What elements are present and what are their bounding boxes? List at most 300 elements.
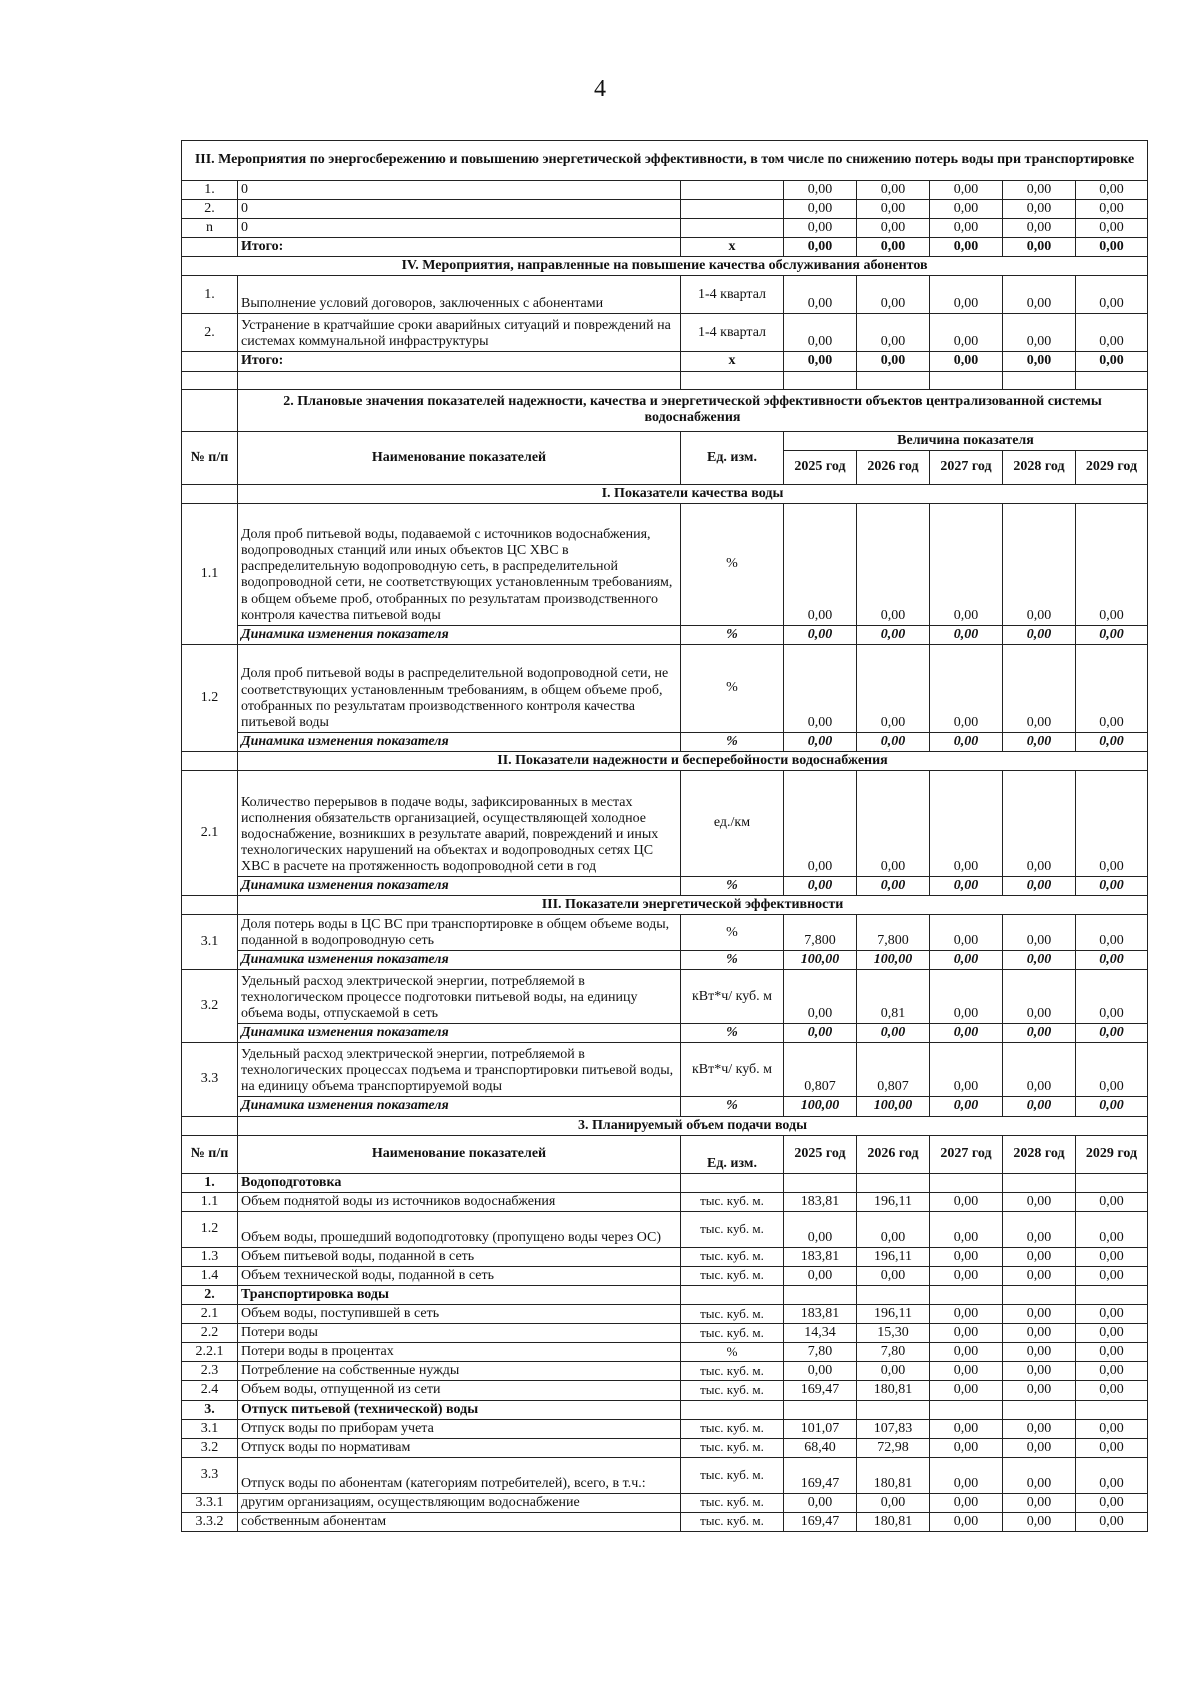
- dynamics-value-3: 0,00: [930, 1024, 1003, 1043]
- measure-row: [182, 200, 1148, 219]
- dynamics-value-3: 0,00: [930, 1097, 1003, 1116]
- value-cell-3: 0,00: [930, 1211, 1003, 1247]
- dynamics-value-1: 0,00: [784, 732, 857, 751]
- value-cell-4: 0,00: [1003, 1362, 1076, 1381]
- value-cell-5: 0,00: [1076, 1211, 1148, 1247]
- value-cell-5: 0,00: [1076, 1512, 1148, 1531]
- value-cell-2: 0,807: [857, 1043, 930, 1097]
- dynamics-value-5: 0,00: [1076, 732, 1148, 751]
- value-cell-4: 0,00: [1003, 1324, 1076, 1343]
- indicator-unit: тыс. куб. м.: [681, 1305, 784, 1324]
- category-name: Отпуск питьевой (технической) воды: [238, 1400, 681, 1419]
- dynamics-value-3: 0,00: [930, 732, 1003, 751]
- value-cell-1: 0,00: [784, 314, 857, 352]
- value-cell-2: 0,00: [857, 314, 930, 352]
- indicator-unit: тыс. куб. м.: [681, 1211, 784, 1247]
- value-cell-5: 0,00: [1076, 1362, 1148, 1381]
- dynamics-label: Динамика изменения показателя: [238, 732, 681, 751]
- table-row: [182, 1438, 1148, 1457]
- value-cell-1: 169,47: [784, 1512, 857, 1531]
- header-year-5: 2029 год: [1076, 1135, 1148, 1173]
- empty-cell: [238, 371, 681, 389]
- dynamics-value-1: 0,00: [784, 1024, 857, 1043]
- row-name: 0: [238, 200, 681, 219]
- document-table-frame: [181, 140, 1147, 1532]
- table-row: [182, 1419, 1148, 1438]
- value-cell-1: 14,34: [784, 1324, 857, 1343]
- dynamics-value-4: 0,00: [1003, 951, 1076, 970]
- value-cell-3: [930, 1285, 1003, 1304]
- table-row: [182, 1305, 1148, 1324]
- indicator-unit: тыс. куб. м.: [681, 1457, 784, 1493]
- value-cell-4: 0,00: [1003, 181, 1076, 200]
- table-row: [182, 1266, 1148, 1285]
- value-cell-3: 0,00: [930, 314, 1003, 352]
- header-year-4: 2028 год: [1003, 450, 1076, 484]
- empty-cell: [681, 371, 784, 389]
- dynamics-row: [182, 625, 1148, 644]
- part2-title-row: [182, 389, 1148, 431]
- indicator-unit: %: [681, 915, 784, 951]
- total-row: [182, 238, 1148, 257]
- indicator-name: собственным абонентам: [238, 1512, 681, 1531]
- row-number: 3.3.2: [182, 1512, 238, 1531]
- value-cell-4: [1003, 1285, 1076, 1304]
- row-number: [182, 238, 238, 257]
- row-name: 0: [238, 181, 681, 200]
- row-number: 3.2: [182, 1438, 238, 1457]
- value-cell-4: 0,00: [1003, 970, 1076, 1024]
- table-row: [182, 1211, 1148, 1247]
- dynamics-value-5: 0,00: [1076, 625, 1148, 644]
- value-cell-4: 0,00: [1003, 1419, 1076, 1438]
- indicator-name: Количество перерывов в подаче воды, зафиксированных в местах исполнения обязательств организацией, осуществляющей холодное водоснабжение, возникших в результате аварий, повреждений и иных технологических нарушений на объектах и водопроводных сетях ЦС ХВС в расчете на протяженность водопроводной сети в год: [238, 771, 681, 877]
- empty-cell: [857, 371, 930, 389]
- measure-row: [182, 314, 1148, 352]
- header-unit: Ед. изм.: [681, 431, 784, 484]
- dynamics-row: [182, 732, 1148, 751]
- value-cell-1: 0,00: [784, 352, 857, 371]
- empty-cell: [1003, 371, 1076, 389]
- value-cell-3: 0,00: [930, 1493, 1003, 1512]
- value-cell-4: 0,00: [1003, 1043, 1076, 1097]
- value-cell-2: 0,00: [857, 276, 930, 314]
- indicator-name: Потери воды: [238, 1324, 681, 1343]
- dynamics-value-5: 0,00: [1076, 877, 1148, 896]
- value-cell-3: 0,00: [930, 1324, 1003, 1343]
- empty-cell: [182, 371, 238, 389]
- category-row: [182, 1285, 1148, 1304]
- indicator-unit: кВт*ч/ куб. м: [681, 1043, 784, 1097]
- dynamics-value-4: 0,00: [1003, 877, 1076, 896]
- value-cell-2: 0,00: [857, 771, 930, 877]
- row-period: x: [681, 352, 784, 371]
- header-year-2: 2026 год: [857, 1135, 930, 1173]
- value-cell-4: 0,00: [1003, 1381, 1076, 1400]
- dynamics-unit: %: [681, 1024, 784, 1043]
- dynamics-unit: %: [681, 625, 784, 644]
- value-cell-5: 0,00: [1076, 1438, 1148, 1457]
- row-number: 2.: [182, 200, 238, 219]
- value-cell-5: 0,00: [1076, 1381, 1148, 1400]
- dynamics-label: Динамика изменения показателя: [238, 1097, 681, 1116]
- value-cell-4: 0,00: [1003, 1266, 1076, 1285]
- indicator-unit: тыс. куб. м.: [681, 1512, 784, 1531]
- row-number: 2.: [182, 1285, 238, 1304]
- indicator-name: Объем питьевой воды, поданной в сеть: [238, 1247, 681, 1266]
- value-cell-5: 0,00: [1076, 238, 1148, 257]
- value-cell-1: 0,00: [784, 276, 857, 314]
- dynamics-value-5: 0,00: [1076, 1024, 1148, 1043]
- empty-cell: [182, 751, 238, 770]
- header-name: Наименование показателей: [238, 431, 681, 484]
- value-cell-1: 0,00: [784, 181, 857, 200]
- water-volume-section-title: 3. Планируемый объем подачи воды: [238, 1116, 1148, 1135]
- dynamics-unit: %: [681, 951, 784, 970]
- value-cell-1: 0,00: [784, 644, 857, 732]
- empty-row: [182, 371, 1148, 389]
- dynamics-value-4: 0,00: [1003, 1024, 1076, 1043]
- empty-cell: [182, 389, 238, 431]
- value-cell-5: 0,00: [1076, 1324, 1148, 1343]
- empty-cell: [182, 896, 238, 915]
- row-number: 3.: [182, 1400, 238, 1419]
- value-cell-4: [1003, 1173, 1076, 1192]
- value-cell-3: 0,00: [930, 1192, 1003, 1211]
- dynamics-value-2: 0,00: [857, 732, 930, 751]
- value-cell-3: 0,00: [930, 1381, 1003, 1400]
- indicator-unit: [681, 1400, 784, 1419]
- indicator-unit: %: [681, 1343, 784, 1362]
- value-cell-4: 0,00: [1003, 219, 1076, 238]
- dynamics-value-2: 0,00: [857, 877, 930, 896]
- indicator-unit: тыс. куб. м.: [681, 1493, 784, 1512]
- dynamics-label: Динамика изменения показателя: [238, 877, 681, 896]
- row-number: 2.2.1: [182, 1343, 238, 1362]
- value-cell-4: 0,00: [1003, 1247, 1076, 1266]
- dynamics-row: [182, 1097, 1148, 1116]
- table-row: [182, 1381, 1148, 1400]
- value-cell-3: 0,00: [930, 1512, 1003, 1531]
- value-cell-1: 0,807: [784, 1043, 857, 1097]
- dynamics-row: [182, 877, 1148, 896]
- empty-cell: [182, 1116, 238, 1135]
- value-cell-3: 0,00: [930, 219, 1003, 238]
- header-name: Наименование показателей: [238, 1135, 681, 1173]
- dynamics-unit: %: [681, 732, 784, 751]
- dynamics-unit: %: [681, 877, 784, 896]
- value-cell-1: 0,00: [784, 1493, 857, 1512]
- table-row: [182, 1324, 1148, 1343]
- header-year-3: 2027 год: [930, 450, 1003, 484]
- table-row: [182, 1192, 1148, 1211]
- value-cell-3: 0,00: [930, 1362, 1003, 1381]
- table-row: [182, 1512, 1148, 1531]
- value-cell-1: 0,00: [784, 219, 857, 238]
- row-number: 2.2: [182, 1324, 238, 1343]
- header-year-2: 2026 год: [857, 450, 930, 484]
- indicator-unit: тыс. куб. м.: [681, 1266, 784, 1285]
- value-cell-5: 0,00: [1076, 1192, 1148, 1211]
- row-number: 2.4: [182, 1381, 238, 1400]
- row-number: 3.3: [182, 1043, 238, 1116]
- value-cell-5: 0,00: [1076, 1493, 1148, 1512]
- value-cell-5: 0,00: [1076, 1305, 1148, 1324]
- value-cell-5: 0,00: [1076, 1247, 1148, 1266]
- header-num: № п/п: [182, 431, 238, 484]
- value-cell-2: 15,30: [857, 1324, 930, 1343]
- value-cell-4: 0,00: [1003, 1343, 1076, 1362]
- empty-cell: [182, 484, 238, 503]
- table-row: [182, 1343, 1148, 1362]
- value-cell-4: 0,00: [1003, 503, 1076, 625]
- value-cell-3: 0,00: [930, 1266, 1003, 1285]
- water-volume-section: [182, 1116, 1148, 1135]
- value-cell-1: 183,81: [784, 1192, 857, 1211]
- empty-cell: [930, 371, 1003, 389]
- value-cell-5: 0,00: [1076, 352, 1148, 371]
- value-cell-1: 7,800: [784, 915, 857, 951]
- value-cell-3: 0,00: [930, 1457, 1003, 1493]
- value-cell-3: 0,00: [930, 276, 1003, 314]
- indicator-unit: тыс. куб. м.: [681, 1192, 784, 1211]
- indicator-row: [182, 970, 1148, 1024]
- row-number: 2.3: [182, 1362, 238, 1381]
- value-cell-5: 0,00: [1076, 1457, 1148, 1493]
- indicator-name: Отпуск воды по нормативам: [238, 1438, 681, 1457]
- empty-cell: [784, 371, 857, 389]
- value-cell-2: [857, 1285, 930, 1304]
- category-name: Транспортировка воды: [238, 1285, 681, 1304]
- value-cell-5: 0,00: [1076, 1266, 1148, 1285]
- value-cell-2: 196,11: [857, 1192, 930, 1211]
- value-cell-2: 180,81: [857, 1512, 930, 1531]
- value-cell-5: 0,00: [1076, 771, 1148, 877]
- value-cell-2: 7,80: [857, 1343, 930, 1362]
- row-name: Устранение в кратчайшие сроки аварийных ситуаций и повреждений на системах коммунальной инфраструктуры: [238, 314, 681, 352]
- value-cell-2: [857, 1400, 930, 1419]
- reliability-section-title: II. Показатели надежности и бесперебойности водоснабжения: [238, 751, 1148, 770]
- value-cell-5: 0,00: [1076, 314, 1148, 352]
- value-cell-5: [1076, 1285, 1148, 1304]
- value-cell-3: 0,00: [930, 238, 1003, 257]
- value-cell-4: 0,00: [1003, 238, 1076, 257]
- indicator-name: Удельный расход электрической энергии, потребляемой в технологических процессах подъема и транспортировки питьевой воды, на единицу объема транспортируемой воды: [238, 1043, 681, 1097]
- value-cell-5: 0,00: [1076, 503, 1148, 625]
- row-number: 1.2: [182, 1211, 238, 1247]
- row-number: 3.1: [182, 915, 238, 970]
- value-cell-5: 0,00: [1076, 181, 1148, 200]
- section-service-measures: [182, 257, 1148, 276]
- value-cell-4: 0,00: [1003, 915, 1076, 951]
- page-number: 4: [594, 76, 606, 102]
- total-label: Итого:: [238, 352, 681, 371]
- value-cell-2: 0,81: [857, 970, 930, 1024]
- dynamics-value-4: 0,00: [1003, 1097, 1076, 1116]
- value-cell-2: 180,81: [857, 1457, 930, 1493]
- value-cell-2: 0,00: [857, 219, 930, 238]
- value-cell-1: 0,00: [784, 503, 857, 625]
- dynamics-value-2: 0,00: [857, 625, 930, 644]
- dynamics-value-3: 0,00: [930, 951, 1003, 970]
- value-cell-5: 0,00: [1076, 276, 1148, 314]
- empty-cell: [1076, 371, 1148, 389]
- value-cell-1: 0,00: [784, 1211, 857, 1247]
- section-energy-measures: [182, 141, 1148, 181]
- dynamics-row: [182, 951, 1148, 970]
- value-cell-2: 0,00: [857, 238, 930, 257]
- value-cell-2: 0,00: [857, 1493, 930, 1512]
- measure-row: [182, 181, 1148, 200]
- header-group: Величина показателя: [784, 431, 1148, 450]
- value-cell-3: 0,00: [930, 181, 1003, 200]
- indicators-table: [181, 140, 1148, 1532]
- value-cell-3: 0,00: [930, 1419, 1003, 1438]
- section-service-measures-title: IV. Мероприятия, направленные на повышение качества обслуживания абонентов: [182, 257, 1148, 276]
- row-number: 3.3.1: [182, 1493, 238, 1512]
- row-number: [182, 352, 238, 371]
- indicator-unit: [681, 1173, 784, 1192]
- value-cell-4: [1003, 1400, 1076, 1419]
- dynamics-label: Динамика изменения показателя: [238, 951, 681, 970]
- row-number: 1.1: [182, 1192, 238, 1211]
- value-cell-3: [930, 1173, 1003, 1192]
- indicator-name: Доля проб питьевой воды, подаваемой с источников водоснабжения, водопроводных станций или иных объектов ЦС ХВС в распределительную водопроводную сеть, в распределительной водопроводной сети, не соответствующих установленным требованиям, в общем объеме проб, отобранных по результатам производственного контроля качества питьевой воды: [238, 503, 681, 625]
- measure-row: [182, 276, 1148, 314]
- value-cell-3: 0,00: [930, 644, 1003, 732]
- dynamics-value-4: 0,00: [1003, 625, 1076, 644]
- value-cell-4: 0,00: [1003, 1512, 1076, 1531]
- value-cell-3: 0,00: [930, 1343, 1003, 1362]
- value-cell-1: 0,00: [784, 1362, 857, 1381]
- value-cell-1: 7,80: [784, 1343, 857, 1362]
- value-cell-3: 0,00: [930, 1438, 1003, 1457]
- indicator-name: другим организациям, осуществляющим водоснабжение: [238, 1493, 681, 1512]
- value-cell-2: 196,11: [857, 1305, 930, 1324]
- indicator-row: [182, 771, 1148, 877]
- dynamics-value-2: 100,00: [857, 951, 930, 970]
- category-name: Водоподготовка: [238, 1173, 681, 1192]
- value-cell-4: 0,00: [1003, 644, 1076, 732]
- value-cell-1: [784, 1285, 857, 1304]
- value-cell-2: 0,00: [857, 644, 930, 732]
- indicator-unit: ед./км: [681, 771, 784, 877]
- indicator-row: [182, 915, 1148, 951]
- value-cell-3: 0,00: [930, 970, 1003, 1024]
- row-number: 1.3: [182, 1247, 238, 1266]
- row-period: x: [681, 238, 784, 257]
- category-row: [182, 1400, 1148, 1419]
- row-period: 1-4 квартал: [681, 314, 784, 352]
- value-cell-3: [930, 1400, 1003, 1419]
- indicator-name: Удельный расход электрической энергии, потребляемой в технологическом процессе подготовки питьевой воды, на единицу объема воды, отпускаемой в сеть: [238, 970, 681, 1024]
- reliability-section: [182, 751, 1148, 770]
- value-cell-1: 183,81: [784, 1247, 857, 1266]
- quality-section: [182, 484, 1148, 503]
- value-cell-4: 0,00: [1003, 314, 1076, 352]
- row-number: 3.2: [182, 970, 238, 1043]
- value-cell-2: 72,98: [857, 1438, 930, 1457]
- row-number: 1.4: [182, 1266, 238, 1285]
- row-name: Выполнение условий договоров, заключенных с абонентами: [238, 276, 681, 314]
- indicator-name: Объем воды, отпущенной из сети: [238, 1381, 681, 1400]
- row-period: [681, 200, 784, 219]
- dynamics-value-3: 0,00: [930, 625, 1003, 644]
- row-number: 3.1: [182, 1419, 238, 1438]
- indicator-unit: кВт*ч/ куб. м: [681, 970, 784, 1024]
- value-cell-5: 0,00: [1076, 1419, 1148, 1438]
- total-label: Итого:: [238, 238, 681, 257]
- indicator-unit: %: [681, 644, 784, 732]
- value-cell-1: 0,00: [784, 1266, 857, 1285]
- value-cell-3: 0,00: [930, 915, 1003, 951]
- value-cell-1: 0,00: [784, 970, 857, 1024]
- dynamics-value-1: 100,00: [784, 951, 857, 970]
- value-cell-1: 101,07: [784, 1419, 857, 1438]
- row-number: 2.: [182, 314, 238, 352]
- value-cell-4: 0,00: [1003, 1192, 1076, 1211]
- row-number: 3.3: [182, 1457, 238, 1493]
- indicator-name: Доля потерь воды в ЦС ВС при транспортировке в общем объеме воды, поданной в водопроводную сеть: [238, 915, 681, 951]
- row-period: [681, 181, 784, 200]
- indicator-unit: тыс. куб. м.: [681, 1362, 784, 1381]
- header-year-1: 2025 год: [784, 450, 857, 484]
- value-cell-1: 0,00: [784, 771, 857, 877]
- value-cell-5: 0,00: [1076, 200, 1148, 219]
- indicator-name: Объем поднятой воды из источников водоснабжения: [238, 1192, 681, 1211]
- value-cell-1: [784, 1173, 857, 1192]
- value-cell-5: 0,00: [1076, 1343, 1148, 1362]
- dynamics-value-3: 0,00: [930, 877, 1003, 896]
- dynamics-unit: %: [681, 1097, 784, 1116]
- indicator-row: [182, 644, 1148, 732]
- value-cell-4: 0,00: [1003, 200, 1076, 219]
- indicator-unit: тыс. куб. м.: [681, 1324, 784, 1343]
- value-cell-5: 0,00: [1076, 644, 1148, 732]
- value-cell-2: 196,11: [857, 1247, 930, 1266]
- value-cell-2: 0,00: [857, 181, 930, 200]
- energy-section: [182, 896, 1148, 915]
- value-cell-1: 169,47: [784, 1381, 857, 1400]
- category-row: [182, 1173, 1148, 1192]
- indicator-row: [182, 1043, 1148, 1097]
- value-cell-5: 0,00: [1076, 1043, 1148, 1097]
- value-cell-1: [784, 1400, 857, 1419]
- value-cell-5: 0,00: [1076, 915, 1148, 951]
- header-num: № п/п: [182, 1135, 238, 1173]
- indicator-unit: [681, 1285, 784, 1304]
- indicator-unit: тыс. куб. м.: [681, 1381, 784, 1400]
- value-cell-3: 0,00: [930, 1305, 1003, 1324]
- dynamics-row: [182, 1024, 1148, 1043]
- dynamics-value-4: 0,00: [1003, 732, 1076, 751]
- row-number: 2.1: [182, 1305, 238, 1324]
- value-cell-2: 7,800: [857, 915, 930, 951]
- row-number: 1.: [182, 276, 238, 314]
- value-cell-5: 0,00: [1076, 970, 1148, 1024]
- dynamics-value-5: 0,00: [1076, 1097, 1148, 1116]
- measure-row: [182, 219, 1148, 238]
- value-cell-3: 0,00: [930, 1247, 1003, 1266]
- value-cell-2: 0,00: [857, 1266, 930, 1285]
- indicator-unit: тыс. куб. м.: [681, 1438, 784, 1457]
- value-cell-3: 0,00: [930, 503, 1003, 625]
- header-year-3: 2027 год: [930, 1135, 1003, 1173]
- row-name: 0: [238, 219, 681, 238]
- row-period: [681, 219, 784, 238]
- header-row: [182, 431, 1148, 450]
- value-cell-3: 0,00: [930, 352, 1003, 371]
